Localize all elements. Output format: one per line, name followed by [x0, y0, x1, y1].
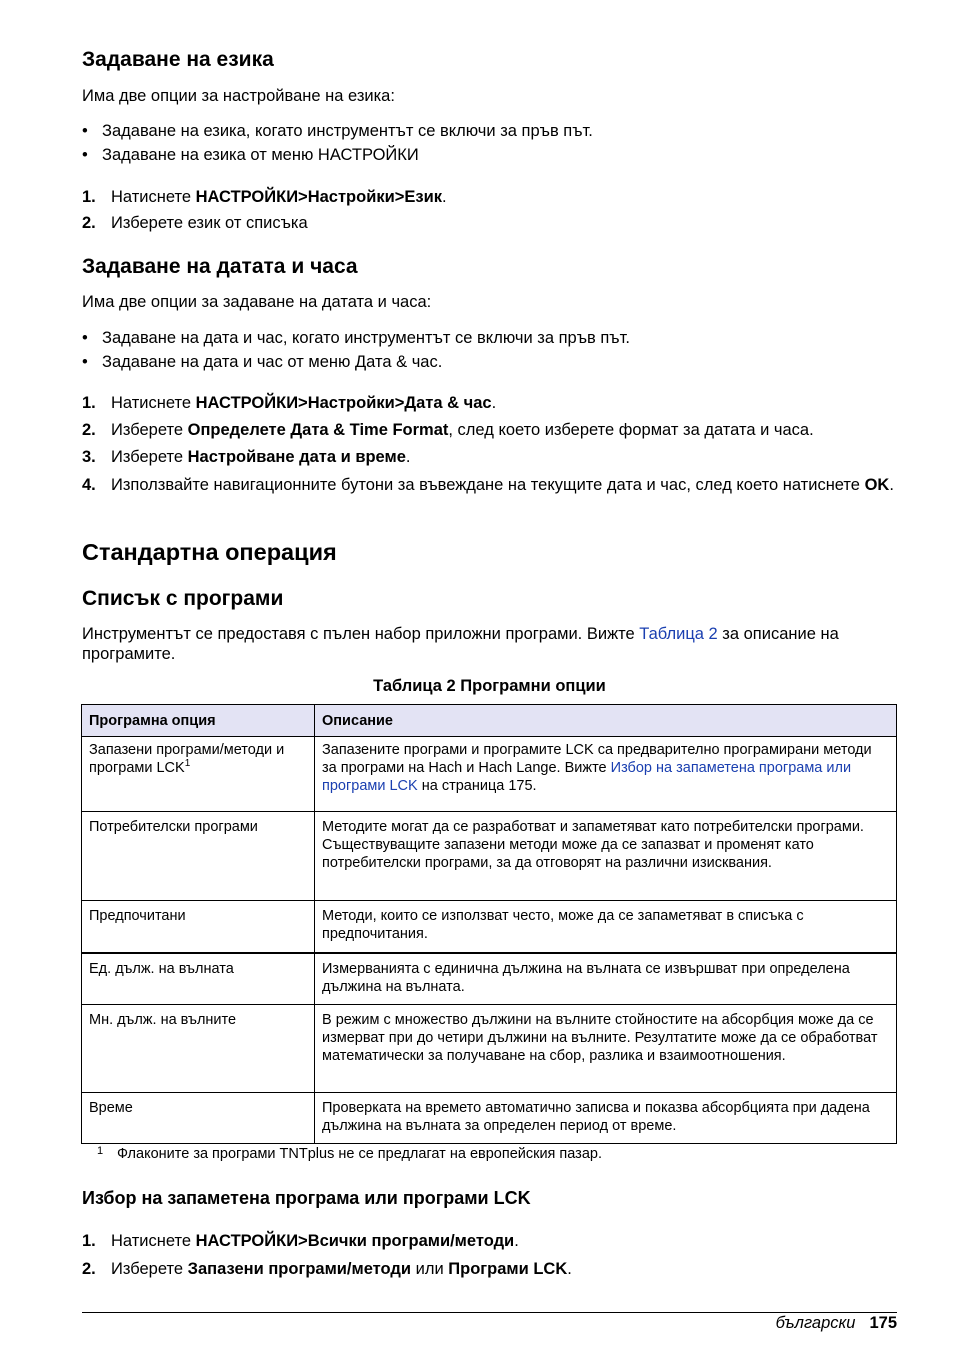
- program-options-table: [81, 704, 897, 1144]
- chapter-title: Стандартна операция: [82, 539, 337, 565]
- section-title-language: Задаване на езика: [82, 48, 274, 71]
- column-header: Програмна опция: [82, 705, 315, 737]
- bullet-dot-icon: •: [82, 146, 88, 164]
- option-cell: Потребителски програми: [82, 812, 315, 901]
- description-cell: В режим с множество дължини на вълните стойностите на абсорбция може да се измерват при до четири дължини на вълните. Резултатите може да се обработват математически за получаване на сбор, разлика и взаимоотношения.: [315, 1005, 897, 1093]
- button-name: OK: [864, 476, 890, 494]
- option-cell: Ед. дълж. на вълната: [82, 953, 315, 1005]
- option-cell: Предпочитани: [82, 901, 315, 954]
- description-cell: Запазените програми и програмите LCK са предварително програмирани методи за програми на Hach и Hach Lange. Вижте Избор на запаметена програма или програми LCK на страница 175.: [315, 737, 897, 812]
- menu-option: Определете Дата & Time Format: [187, 421, 449, 439]
- option-cell: Запазени програми/методи и програми LCK$^1$: [82, 737, 315, 812]
- column-header: Описание: [315, 705, 897, 737]
- menu-option: Запазени програми/методи: [187, 1260, 412, 1278]
- description-cell: Измерванията с единична дължина на вълната се извършват при определена дължина на вълната.: [315, 953, 897, 1005]
- programs-intro: Инструментът се предоставя с пълен набор приложни програми. Вижте Таблица 2 за описание на програмите.: [82, 625, 839, 663]
- select-program-link[interactable]: Избор на запаметена програма или програми LCK: [322, 760, 852, 794]
- description-cell: Методите могат да се разработват и запаметяват като потребителски програми. Съществуващите запазени методи може да се запазват и променят като потребителски програми, за да отговорят на различни изисквания.: [315, 812, 897, 901]
- description-cell: Методи, които се използват често, може да се запаметяват в списъка с предпочитания.: [315, 901, 897, 954]
- table-2-link[interactable]: Таблица 2: [639, 625, 718, 643]
- subsection-title-select: Избор на запаметена програма или програми LCK: [82, 1188, 531, 1208]
- datetime-intro: Има две опции за задаване на датата и часа:: [82, 293, 432, 311]
- menu-option: Програми LCK: [448, 1260, 568, 1278]
- footnote-ref: 1: [184, 758, 191, 770]
- language-intro: Има две опции за настройване на езика:: [82, 87, 395, 105]
- menu-path: НАСТРОЙКИ>Всички програми/методи: [195, 1232, 515, 1250]
- menu-path: НАСТРОЙКИ>Настройки>Дата & час: [195, 394, 492, 412]
- page-footer: [776, 1313, 897, 1333]
- table-row: [82, 812, 897, 901]
- option-cell: Мн. дълж. на вълните: [82, 1005, 315, 1093]
- bullet-dot-icon: •: [82, 353, 88, 371]
- menu-option: Настройване дата и време: [187, 448, 406, 466]
- option-cell: Време: [82, 1093, 315, 1144]
- table-caption: Таблица 2 Програмни опции: [373, 677, 606, 695]
- section-title-programs: Списък с програми: [82, 587, 284, 610]
- footer-language: български: [775, 1314, 856, 1332]
- table-row: [82, 737, 897, 812]
- bullet-dot-icon: •: [82, 329, 88, 347]
- menu-path: НАСТРОЙКИ>Настройки>Език: [195, 188, 442, 206]
- page-number: 175: [869, 1314, 897, 1332]
- table-row: [82, 953, 897, 1005]
- description-cell: Проверката на времето автоматично записва и показва абсорбцията при дадена дължина на вълната за определен период от време.: [315, 1093, 897, 1144]
- bullet-dot-icon: •: [82, 122, 88, 140]
- table-row: [82, 901, 897, 954]
- table-row: [82, 1093, 897, 1144]
- table-row: [82, 1005, 897, 1093]
- table-header-row: [82, 705, 897, 737]
- section-title-datetime: Задаване на датата и часа: [82, 255, 358, 278]
